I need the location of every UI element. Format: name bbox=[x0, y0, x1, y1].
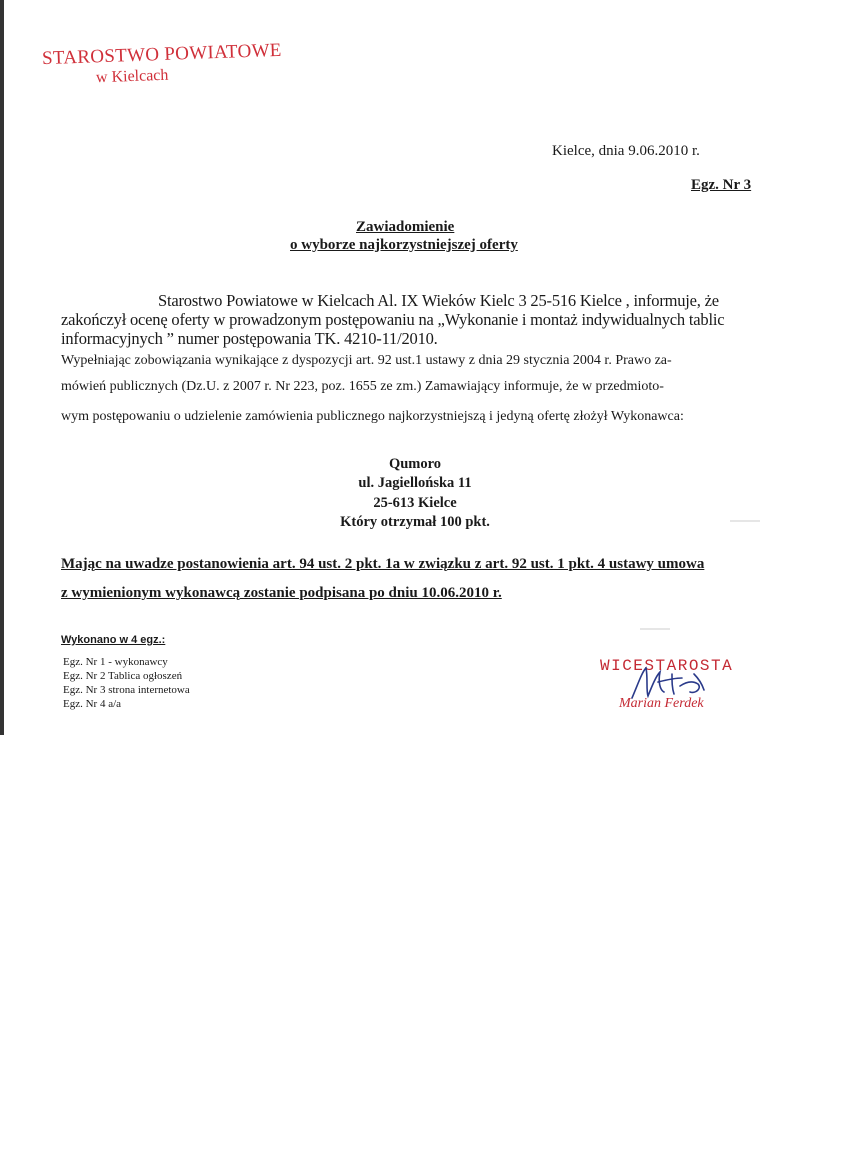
body-paragraph-1-line: Starostwo Powiatowe w Kielcach Al. IX Wieków Kielc 3 25-516 Kielce , informuje, że bbox=[158, 291, 719, 310]
body-paragraph-2-line: wym postępowaniu o udzielenie zamówienia publicznego najkorzystniejszą i jedyną ofertę złożył Wykonawca: bbox=[61, 409, 684, 424]
distribution-item: Egz. Nr 3 strona internetowa bbox=[63, 684, 190, 696]
contractor-name: Qumoro bbox=[388, 456, 442, 472]
body-paragraph-2-line: Wypełniając zobowiązania wynikające z dyspozycji art. 92 ust.1 ustawy z dnia 29 stycznia 2004 r. Prawo za- bbox=[61, 353, 672, 368]
signatory-name-stamp: Marian Ferdek bbox=[619, 696, 704, 711]
body-paragraph-1-line: informacyjnych ” numer postępowania TK. 4210-11/2010. bbox=[61, 329, 438, 348]
contractor-street: ul. Jagiellońska 11 bbox=[358, 475, 472, 491]
body-paragraph-2-line: mówień publicznych (Dz.U. z 2007 r. Nr 223, poz. 1655 ze zm.) Zamawiający informuje, że w przedmioto- bbox=[61, 379, 664, 394]
contractor-city: 25-613 Kielce bbox=[373, 495, 457, 511]
distribution-item: Egz. Nr 1 - wykonawcy bbox=[63, 656, 168, 668]
signing-notice-line: Mając na uwadze postanowienia art. 94 ust. 2 pkt. 1a w związku z art. 92 ust. 1 pkt. 4 ustawy umowa bbox=[61, 556, 705, 572]
signing-notice-line: z wymienionym wykonawcą zostanie podpisana po dniu 10.06.2010 r. bbox=[61, 585, 502, 601]
distribution-heading: Wykonano w 4 egz.: bbox=[61, 634, 166, 646]
document-title: Zawiadomienie bbox=[356, 219, 455, 235]
signatory-title-stamp: WICESTAROSTA bbox=[600, 657, 734, 675]
distribution-item: Egz. Nr 4 a/a bbox=[63, 698, 122, 710]
contractor-score: Który otrzymał 100 pkt. bbox=[340, 514, 490, 530]
stamp-office-line2: w Kielcach bbox=[95, 66, 169, 87]
document-subtitle: o wyborze najkorzystniejszej oferty bbox=[290, 237, 518, 253]
document-date: Kielce, dnia 9.06.2010 r. bbox=[552, 143, 700, 159]
scan-smudge bbox=[640, 628, 670, 630]
distribution-item: Egz. Nr 2 Tablica ogłoszeń bbox=[63, 670, 183, 682]
body-paragraph-1-line: zakończył ocenę oferty w prowadzonym postępowaniu na „Wykonanie i montaż indywidualnych tablic bbox=[61, 310, 725, 329]
scan-edge bbox=[0, 0, 4, 735]
stamp-office-line1: STAROSTWO POWIATOWE bbox=[41, 39, 283, 70]
handwritten-signature bbox=[628, 664, 718, 704]
copy-number: Egz. Nr 3 bbox=[691, 177, 752, 193]
